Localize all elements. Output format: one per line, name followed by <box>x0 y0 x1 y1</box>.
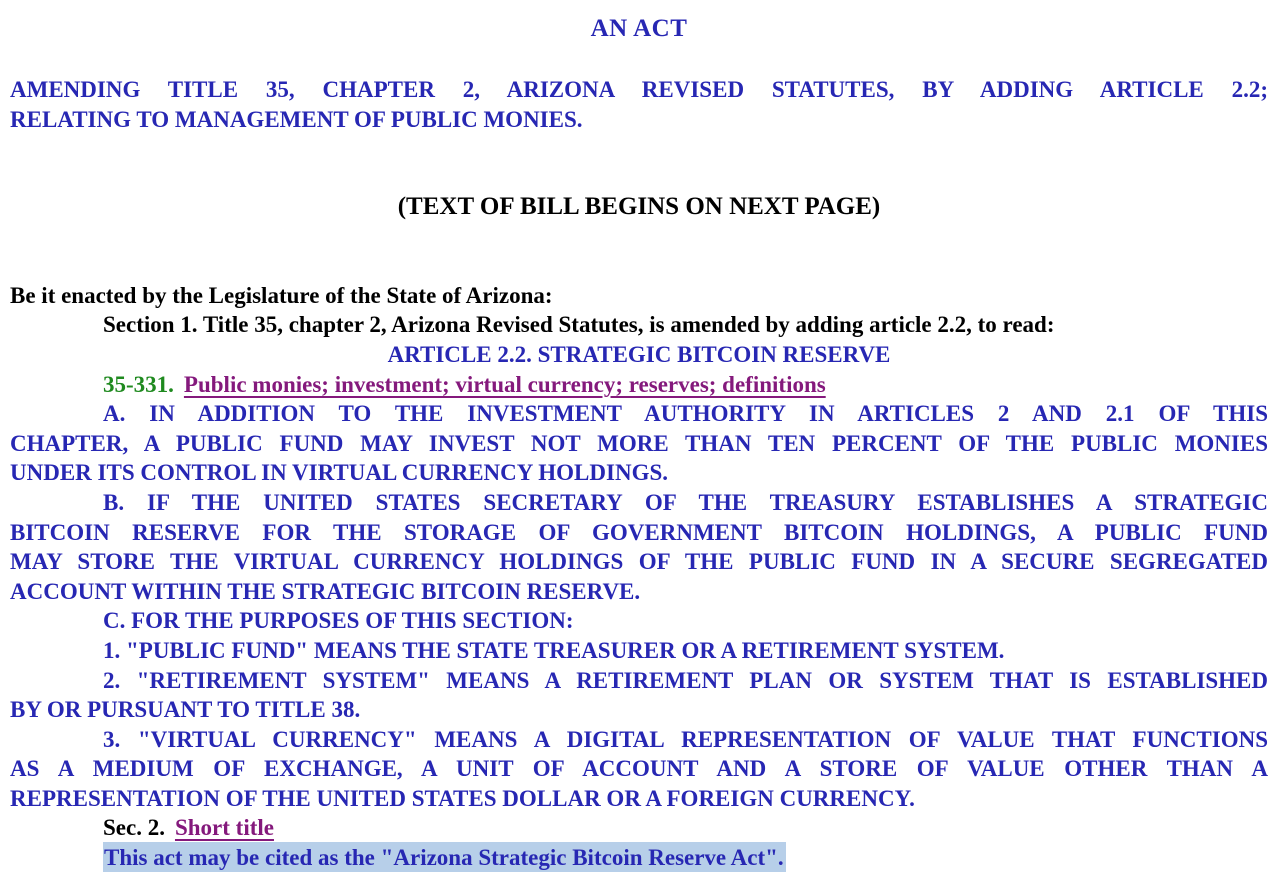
short-title-text-line <box>10 843 1268 873</box>
section-1-intro: Section 1. Title 35, chapter 2, Arizona Revised Statutes, is amended by adding article 2.2, to read: <box>103 312 1055 338</box>
paragraph-a <box>10 399 1268 488</box>
statute-text-line: AS A MEDIUM OF EXCHANGE, A UNIT OF ACCOUNT AND A STORE OF VALUE OTHER THAN A <box>10 756 1268 782</box>
statute-text-line: UNDER ITS CONTROL IN VIRTUAL CURRENCY HOLDINGS. <box>10 460 669 486</box>
paragraph-c <box>10 606 1268 636</box>
paragraph-3 <box>10 725 1268 814</box>
statute-heading-link[interactable]: Public monies; investment; virtual currency; reserves; definitions <box>183 371 826 397</box>
statute-text-line: 3. "VIRTUAL CURRENCY" MEANS A DIGITAL REPRESENTATION OF VALUE THAT FUNCTIONS <box>103 726 1268 752</box>
bill-begins-notice: (TEXT OF BILL BEGINS ON NEXT PAGE) <box>397 193 881 221</box>
selected-text: This act may be cited as the "Arizona Strategic Bitcoin Reserve Act". <box>103 842 786 872</box>
paragraph-b <box>10 488 1268 606</box>
enacting-clause: Be it enacted by the Legislature of the State of Arizona: <box>10 282 553 308</box>
statute-text-line: 2. "RETIREMENT SYSTEM" MEANS A RETIREMENT PLAN OR SYSTEM THAT IS ESTABLISHED <box>103 667 1268 693</box>
paragraph-1 <box>10 636 1268 666</box>
statute-heading-line <box>10 370 1268 400</box>
sec-2-label: Sec. 2. <box>103 815 165 841</box>
statute-text-line: REPRESENTATION OF THE UNITED STATES DOLLAR OR A FOREIGN CURRENCY. <box>10 785 915 811</box>
statute-text-line: ACCOUNT WITHIN THE STRATEGIC BITCOIN RESERVE. <box>10 578 641 604</box>
statute-text-line: BITCOIN RESERVE FOR THE STORAGE OF GOVERNMENT BITCOIN HOLDINGS, A PUBLIC FUND <box>10 519 1268 545</box>
preamble-line: AMENDING TITLE 35, CHAPTER 2, ARIZONA REVISED STATUTES, BY ADDING ARTICLE 2.2; <box>10 77 1268 102</box>
statute-text-line: C. FOR THE PURPOSES OF THIS SECTION: <box>103 608 574 634</box>
article-heading: ARTICLE 2.2. STRATEGIC BITCOIN RESERVE <box>387 341 891 367</box>
preamble <box>10 75 1268 134</box>
act-title: AN ACT <box>590 15 688 42</box>
statute-text-line: 1. "PUBLIC FUND" MEANS THE STATE TREASURER OR A RETIREMENT SYSTEM. <box>103 637 1005 663</box>
preamble-line: RELATING TO MANAGEMENT OF PUBLIC MONIES. <box>10 106 583 132</box>
statute-text-line: CHAPTER, A PUBLIC FUND MAY INVEST NOT MORE THAN TEN PERCENT OF THE PUBLIC MONIES <box>10 430 1268 456</box>
paragraph-2 <box>10 666 1268 725</box>
statute-text-line: B. IF THE UNITED STATES SECRETARY OF THE TREASURY ESTABLISHES A STRATEGIC <box>103 489 1268 515</box>
statute-text-line: BY OR PURSUANT TO TITLE 38. <box>10 697 361 723</box>
sec-2-heading-line <box>10 813 1268 843</box>
statute-number: 35-331. <box>103 371 174 397</box>
statute-text-line: MAY STORE THE VIRTUAL CURRENCY HOLDINGS OF THE PUBLIC FUND IN A SECURE SEGREGATED <box>10 549 1268 575</box>
short-title-link[interactable]: Short title <box>174 815 274 841</box>
statute-text-line: A. IN ADDITION TO THE INVESTMENT AUTHORITY IN ARTICLES 2 AND 2.1 OF THIS <box>103 401 1268 427</box>
